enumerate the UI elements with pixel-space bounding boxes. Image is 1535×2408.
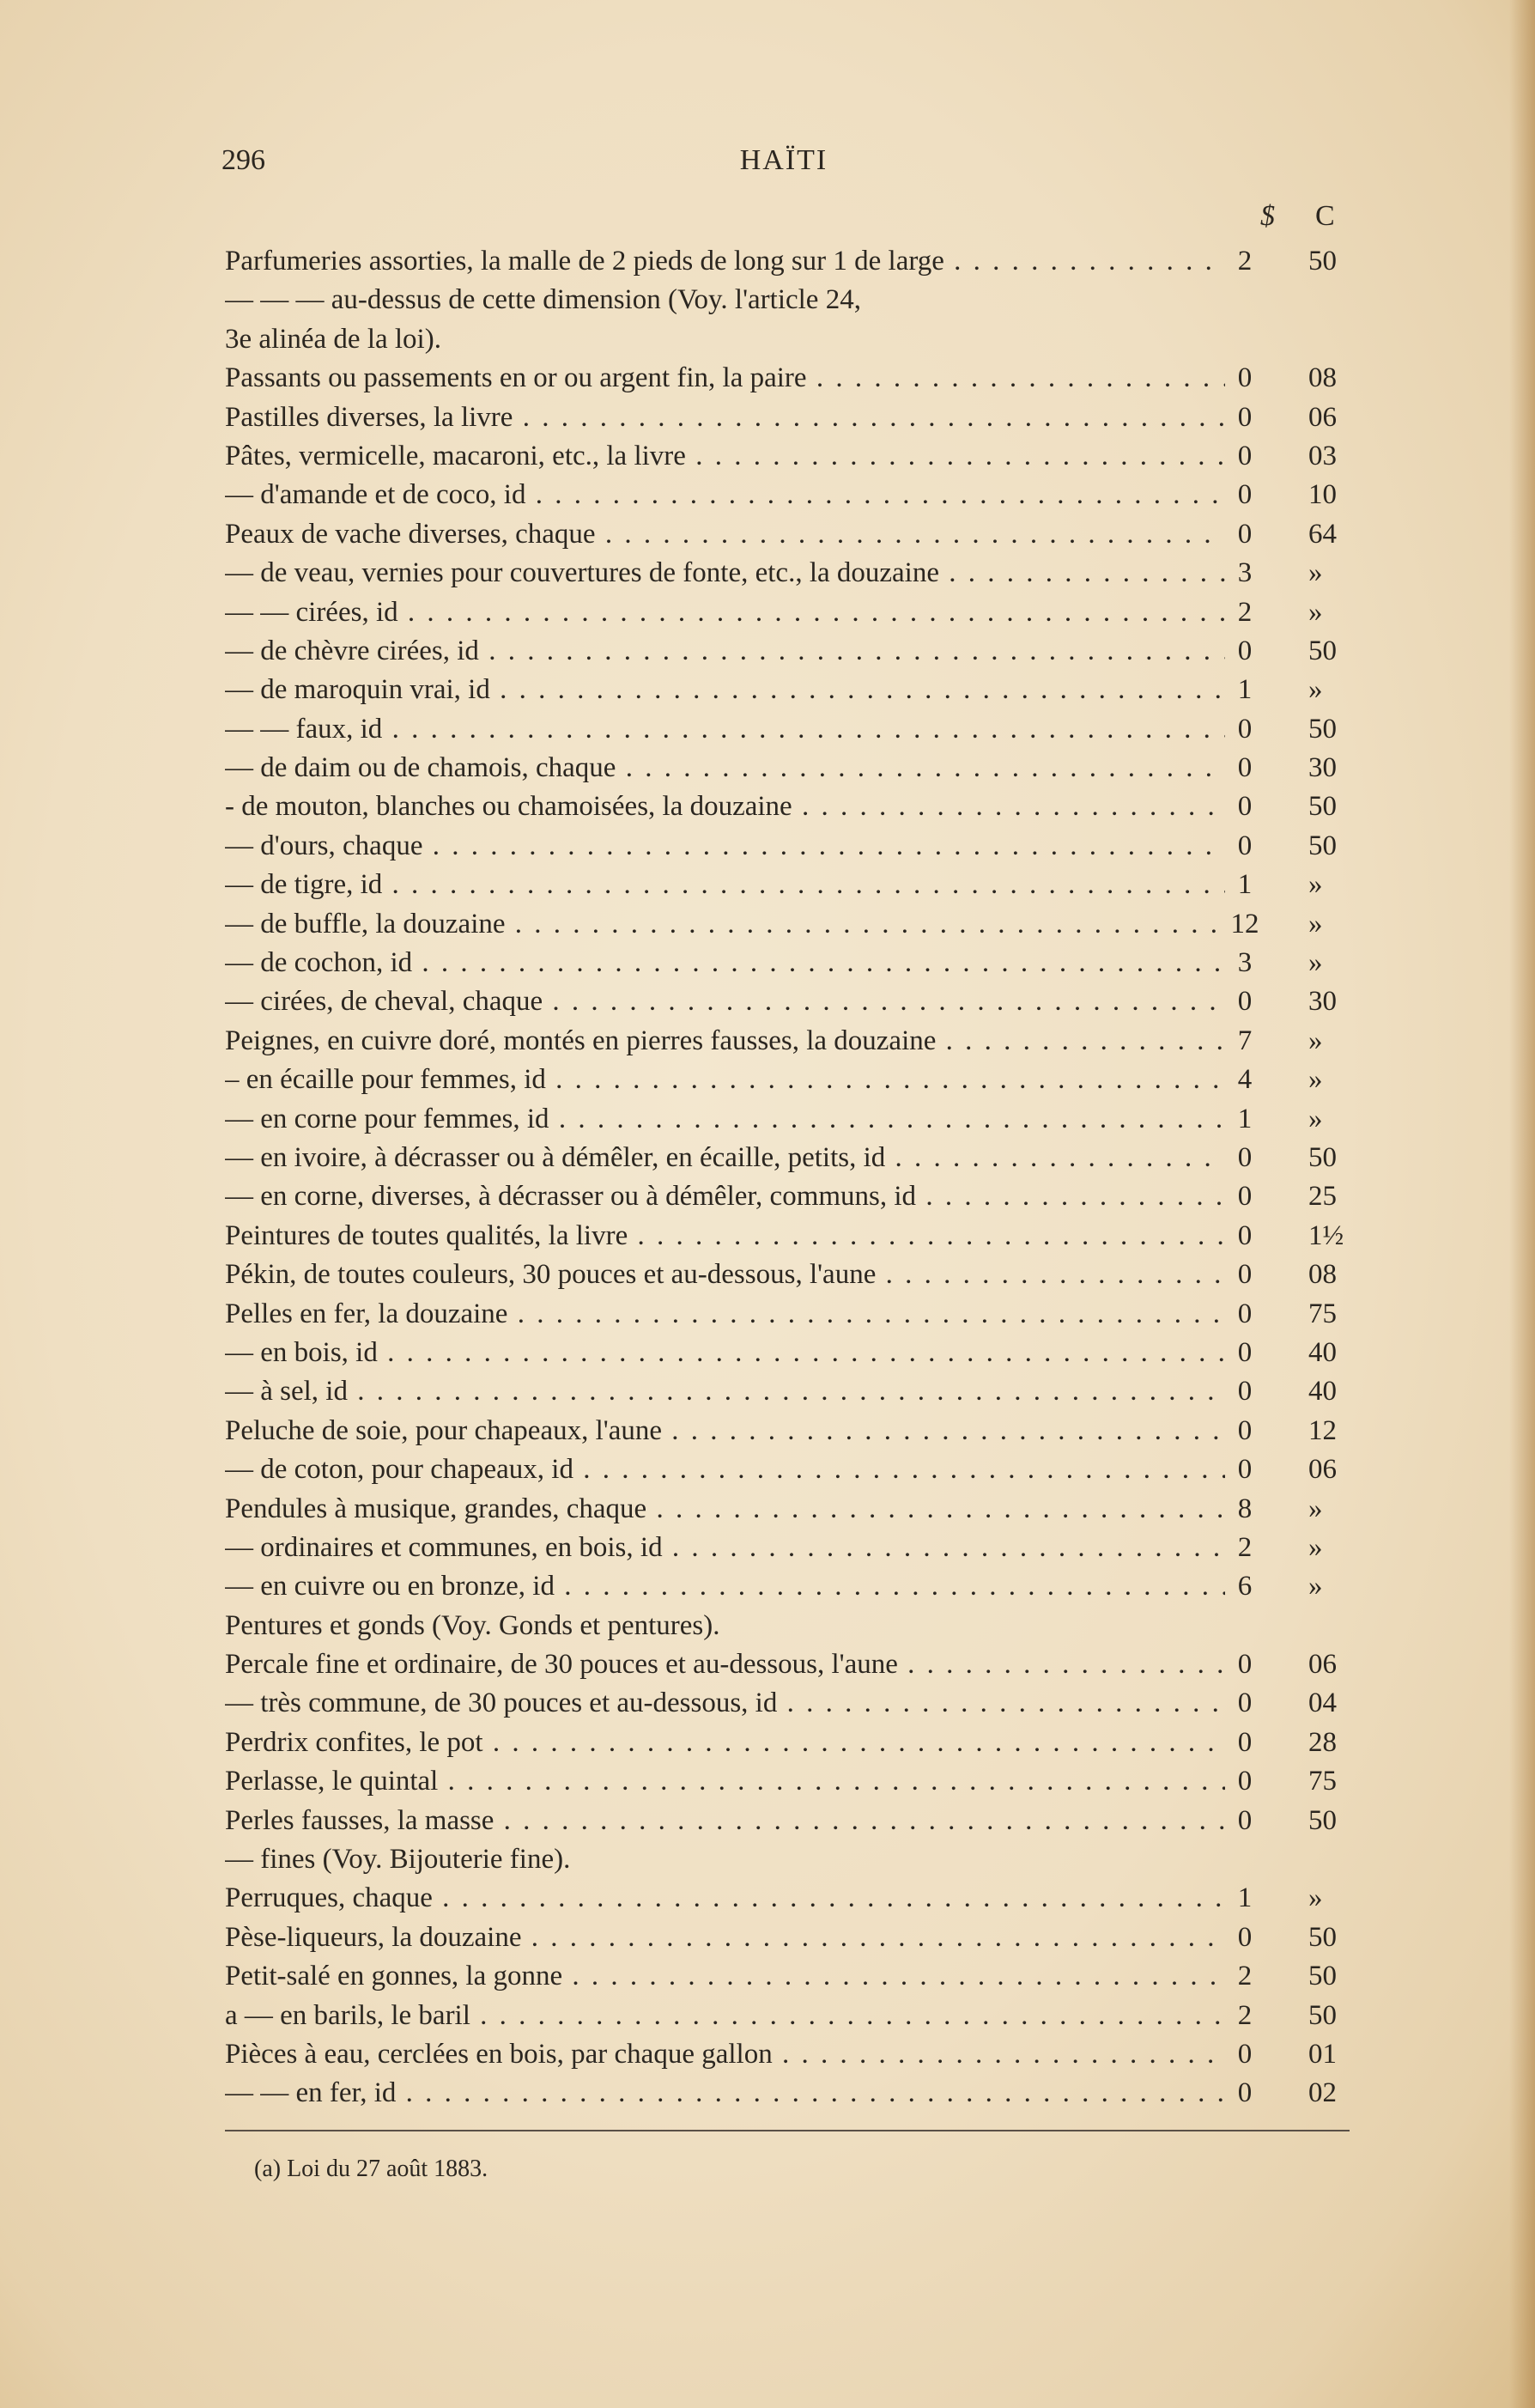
tariff-row — [225, 1450, 1350, 1489]
item-description: Pâtes, vermicelle, macaroni, etc., la livre . . . — [225, 437, 1225, 476]
cents-value: 12 — [1308, 1414, 1337, 1446]
item-description: — — — au-dessus de cette dimension (Voy. l'article 24, — [225, 284, 861, 316]
item-description: — ordinaires et communes, en bois, id . . . — [225, 1529, 1225, 1567]
dollars-value: 1 — [1237, 1882, 1253, 1914]
item-description: – en écaille pour femmes, id . . . — [225, 1061, 1225, 1099]
dollars-value: 2 — [1237, 1531, 1253, 1563]
dollars-value: 0 — [1237, 1259, 1253, 1291]
item-description: Percale fine et ordinaire, de 30 pouces et au-dessous, l'aune . . . — [225, 1645, 1225, 1684]
cents-value: » — [1308, 596, 1323, 628]
tariff-row — [225, 671, 1350, 709]
tariff-row — [225, 710, 1350, 749]
dollars-value: 0 — [1237, 2077, 1253, 2109]
item-description: — de chèvre cirées, id . . . — [225, 632, 1225, 671]
item-description: — — cirées, id . . . — [225, 593, 1225, 632]
cents-value: » — [1308, 557, 1323, 589]
running-title: HAÏTI — [739, 144, 828, 176]
tariff-row — [225, 1529, 1350, 1567]
tariff-list — [225, 242, 1350, 2113]
tariff-row — [225, 1997, 1350, 2035]
cents-value: 50 — [1308, 791, 1337, 823]
cents-column-header: C — [1315, 200, 1335, 232]
dollars-value: 0 — [1237, 1726, 1253, 1758]
dollars-value: 0 — [1237, 1181, 1253, 1213]
dollars-value: 0 — [1237, 2038, 1253, 2070]
dollars-value: 1 — [1237, 1103, 1253, 1134]
item-description: — de veau, vernies pour couvertures de fonte, etc., la douzaine . . . — [225, 554, 1225, 593]
dollars-value: 2 — [1237, 1999, 1253, 2031]
tariff-row — [225, 476, 1350, 514]
cents-value: 50 — [1308, 830, 1337, 861]
dollars-value: 0 — [1237, 986, 1253, 1018]
cents-value: » — [1308, 1571, 1323, 1602]
tariff-row — [225, 787, 1350, 826]
page-header — [221, 144, 1346, 182]
dollars-value: 0 — [1237, 1921, 1253, 1953]
tariff-row — [225, 2035, 1350, 2074]
cents-value: » — [1308, 674, 1323, 706]
dollars-value: 2 — [1237, 596, 1253, 628]
tariff-row — [225, 1684, 1350, 1723]
item-description: Pendules à musique, grandes, chaque . . . — [225, 1490, 1225, 1529]
tariff-row — [225, 437, 1350, 476]
tariff-row — [225, 593, 1350, 632]
tariff-row — [225, 944, 1350, 982]
item-description: — très commune, de 30 pouces et au-dessous, id . . . — [225, 1684, 1225, 1723]
cents-value: 06 — [1308, 1649, 1337, 1681]
dollars-value: 3 — [1237, 557, 1253, 589]
cents-value: 30 — [1308, 752, 1337, 784]
tariff-row — [225, 554, 1350, 593]
cents-value: 08 — [1308, 1259, 1337, 1291]
tariff-row — [225, 242, 1350, 281]
item-description: — en cuivre ou en bronze, id . . . — [225, 1567, 1225, 1606]
cents-value: 50 — [1308, 1999, 1337, 2031]
tariff-row — [225, 1724, 1350, 1762]
tariff-row — [225, 1607, 1350, 1645]
cents-value: » — [1308, 1025, 1323, 1056]
item-description: Petit-salé en gonnes, la gonne . . . — [225, 1957, 1225, 1996]
cents-value: » — [1308, 908, 1323, 939]
item-description: — cirées, de cheval, chaque . . . — [225, 982, 1225, 1021]
tariff-row — [225, 1295, 1350, 1334]
cents-value: 28 — [1308, 1726, 1337, 1758]
tariff-row — [225, 982, 1350, 1021]
cents-value: 06 — [1308, 401, 1337, 433]
dollars-value: 0 — [1237, 1804, 1253, 1836]
cents-value: » — [1308, 1531, 1323, 1563]
cents-value: » — [1308, 1103, 1323, 1134]
cents-value: 01 — [1308, 2038, 1337, 2070]
cents-value: » — [1308, 1064, 1323, 1096]
dollars-value: 12 — [1230, 908, 1259, 939]
tariff-row — [225, 905, 1350, 944]
tariff-row — [225, 866, 1350, 904]
cents-value: 50 — [1308, 1141, 1337, 1173]
dollars-value: 0 — [1237, 713, 1253, 745]
dollars-column-header: $ — [1260, 200, 1275, 232]
tariff-row — [225, 1840, 1350, 1879]
tariff-row — [225, 1490, 1350, 1529]
cents-value: 75 — [1308, 1766, 1337, 1797]
tariff-row — [225, 359, 1350, 398]
item-description: Perruques, chaque . . . — [225, 1879, 1225, 1918]
dollars-value: 7 — [1237, 1025, 1253, 1056]
cents-value: 50 — [1308, 1961, 1337, 1992]
item-description: — — faux, id . . . — [225, 710, 1225, 749]
dollars-value: 0 — [1237, 401, 1253, 433]
cents-value: » — [1308, 1882, 1323, 1914]
dollars-value: 0 — [1237, 791, 1253, 823]
cents-value: 06 — [1308, 1454, 1337, 1486]
cents-value: 1½ — [1308, 1219, 1344, 1251]
item-description: Peintures de toutes qualités, la livre . . . — [225, 1217, 1225, 1256]
tariff-row — [225, 515, 1350, 554]
item-description: — de maroquin vrai, id . . . — [225, 671, 1225, 709]
dollars-value: 6 — [1237, 1571, 1253, 1602]
item-description: Passants ou passements en or ou argent fin, la paire . . . — [225, 359, 1225, 398]
tariff-row — [225, 827, 1350, 866]
item-description: — en bois, id . . . — [225, 1334, 1225, 1372]
tariff-row — [225, 1177, 1350, 1216]
tariff-row — [225, 320, 1350, 359]
item-description: — en corne, diverses, à décrasser ou à démêler, communs, id . . . — [225, 1177, 1225, 1216]
cents-value: 25 — [1308, 1181, 1337, 1213]
item-description: — en ivoire, à décrasser ou à démêler, en écaille, petits, id . . . — [225, 1139, 1225, 1177]
item-description: — d'ours, chaque . . . — [225, 827, 1225, 866]
tariff-row — [225, 1762, 1350, 1801]
dollars-value: 1 — [1237, 674, 1253, 706]
dollars-value: 2 — [1237, 1961, 1253, 1992]
tariff-row — [225, 1957, 1350, 1996]
dollars-value: 0 — [1237, 1219, 1253, 1251]
item-description: Peaux de vache diverses, chaque . . . — [225, 515, 1225, 554]
cents-value: » — [1308, 1493, 1323, 1524]
dollars-value: 0 — [1237, 830, 1253, 861]
tariff-row — [225, 1256, 1350, 1294]
dollars-value: 3 — [1237, 947, 1253, 979]
tariff-row — [225, 1022, 1350, 1061]
item-description: Parfumeries assorties, la malle de 2 pieds de long sur 1 de large . . . — [225, 242, 1225, 281]
footnote-rule — [225, 2130, 1350, 2131]
cents-value: 75 — [1308, 1298, 1337, 1329]
tariff-row — [225, 1802, 1350, 1840]
item-description: Peignes, en cuivre doré, montés en pierres fausses, la douzaine . . . — [225, 1022, 1225, 1061]
tariff-row — [225, 632, 1350, 671]
cents-value: 50 — [1308, 1921, 1337, 1953]
dollars-value: 0 — [1237, 1298, 1253, 1329]
item-description: — — en fer, id . . . — [225, 2074, 1225, 2113]
dollars-value: 4 — [1237, 1064, 1253, 1096]
cents-value: 40 — [1308, 1376, 1337, 1408]
dollars-value: 0 — [1237, 635, 1253, 666]
tariff-row — [225, 1100, 1350, 1139]
item-description: Pastilles diverses, la livre . . . — [225, 398, 1225, 437]
item-description: Peluche de soie, pour chapeaux, l'aune . . . — [225, 1412, 1225, 1450]
tariff-row — [225, 1372, 1350, 1411]
dollars-value: 2 — [1237, 246, 1253, 277]
item-description: Perdrix confites, le pot . . . — [225, 1724, 1225, 1762]
cents-value: 50 — [1308, 713, 1337, 745]
dollars-value: 0 — [1237, 1454, 1253, 1486]
item-description: — de coton, pour chapeaux, id . . . — [225, 1450, 1225, 1489]
dollars-value: 0 — [1237, 752, 1253, 784]
dollars-value: 8 — [1237, 1493, 1253, 1524]
item-description: Pékin, de toutes couleurs, 30 pouces et au-dessous, l'aune . . . — [225, 1256, 1225, 1294]
footnote: (a) Loi du 27 août 1883. — [254, 2156, 488, 2182]
item-description: — de daim ou de chamois, chaque . . . — [225, 749, 1225, 787]
item-description: - de mouton, blanches ou chamoisées, la douzaine . . . — [225, 787, 1225, 826]
dollars-value: 0 — [1237, 362, 1253, 394]
page-number: 296 — [221, 144, 265, 176]
tariff-row — [225, 1567, 1350, 1606]
item-description: 3e alinéa de la loi). — [225, 323, 441, 355]
cents-value: 10 — [1308, 479, 1337, 511]
item-description: — en corne pour femmes, id . . . — [225, 1100, 1225, 1139]
tariff-row — [225, 1412, 1350, 1450]
item-description: Pentures et gonds (Voy. Gonds et pentures). — [225, 1609, 720, 1641]
tariff-row — [225, 2074, 1350, 2113]
tariff-row — [225, 1334, 1350, 1372]
dollars-value: 0 — [1237, 1766, 1253, 1797]
tariff-row — [225, 1645, 1350, 1684]
item-description: Pèse-liqueurs, la douzaine . . . — [225, 1918, 1225, 1957]
tariff-row — [225, 1217, 1350, 1256]
cents-value: 50 — [1308, 246, 1337, 277]
item-description: — de cochon, id . . . — [225, 944, 1225, 982]
column-headers — [1219, 200, 1348, 234]
tariff-row — [225, 749, 1350, 787]
cents-value: 50 — [1308, 1804, 1337, 1836]
cents-value: 03 — [1308, 440, 1337, 471]
dollars-value: 0 — [1237, 1414, 1253, 1446]
item-description: Pièces à eau, cerclées en bois, par chaque gallon . . . — [225, 2035, 1225, 2074]
dollars-value: 0 — [1237, 440, 1253, 471]
page-edge — [1509, 0, 1535, 2408]
cents-value: 08 — [1308, 362, 1337, 394]
item-description: — de buffle, la douzaine . . . — [225, 905, 1225, 944]
tariff-row — [225, 281, 1350, 319]
cents-value: » — [1308, 947, 1323, 979]
dollars-value: 0 — [1237, 518, 1253, 550]
item-description: Pelles en fer, la douzaine . . . — [225, 1295, 1225, 1334]
item-description: a — en barils, le baril . . . — [225, 1997, 1225, 2035]
item-description: — à sel, id . . . — [225, 1372, 1225, 1411]
cents-value: 04 — [1308, 1687, 1337, 1719]
dollars-value: 0 — [1237, 479, 1253, 511]
item-description: — d'amande et de coco, id . . . — [225, 476, 1225, 514]
tariff-row — [225, 1061, 1350, 1099]
dollars-value: 0 — [1237, 1687, 1253, 1719]
tariff-row — [225, 1918, 1350, 1957]
dollars-value: 1 — [1237, 869, 1253, 901]
item-description: — fines (Voy. Bijouterie fine). — [225, 1844, 571, 1876]
tariff-row — [225, 398, 1350, 437]
cents-value: 30 — [1308, 986, 1337, 1018]
cents-value: 40 — [1308, 1336, 1337, 1368]
cents-value: 50 — [1308, 635, 1337, 666]
tariff-row — [225, 1139, 1350, 1177]
tariff-row — [225, 1879, 1350, 1918]
dollars-value: 0 — [1237, 1141, 1253, 1173]
dollars-value: 0 — [1237, 1336, 1253, 1368]
dollars-value: 0 — [1237, 1649, 1253, 1681]
cents-value: 02 — [1308, 2077, 1337, 2109]
dollars-value: 0 — [1237, 1376, 1253, 1408]
item-description: Perles fausses, la masse . . . — [225, 1802, 1225, 1840]
cents-value: 64 — [1308, 518, 1337, 550]
cents-value: » — [1308, 869, 1323, 901]
item-description: — de tigre, id . . . — [225, 866, 1225, 904]
item-description: Perlasse, le quintal . . . — [225, 1762, 1225, 1801]
